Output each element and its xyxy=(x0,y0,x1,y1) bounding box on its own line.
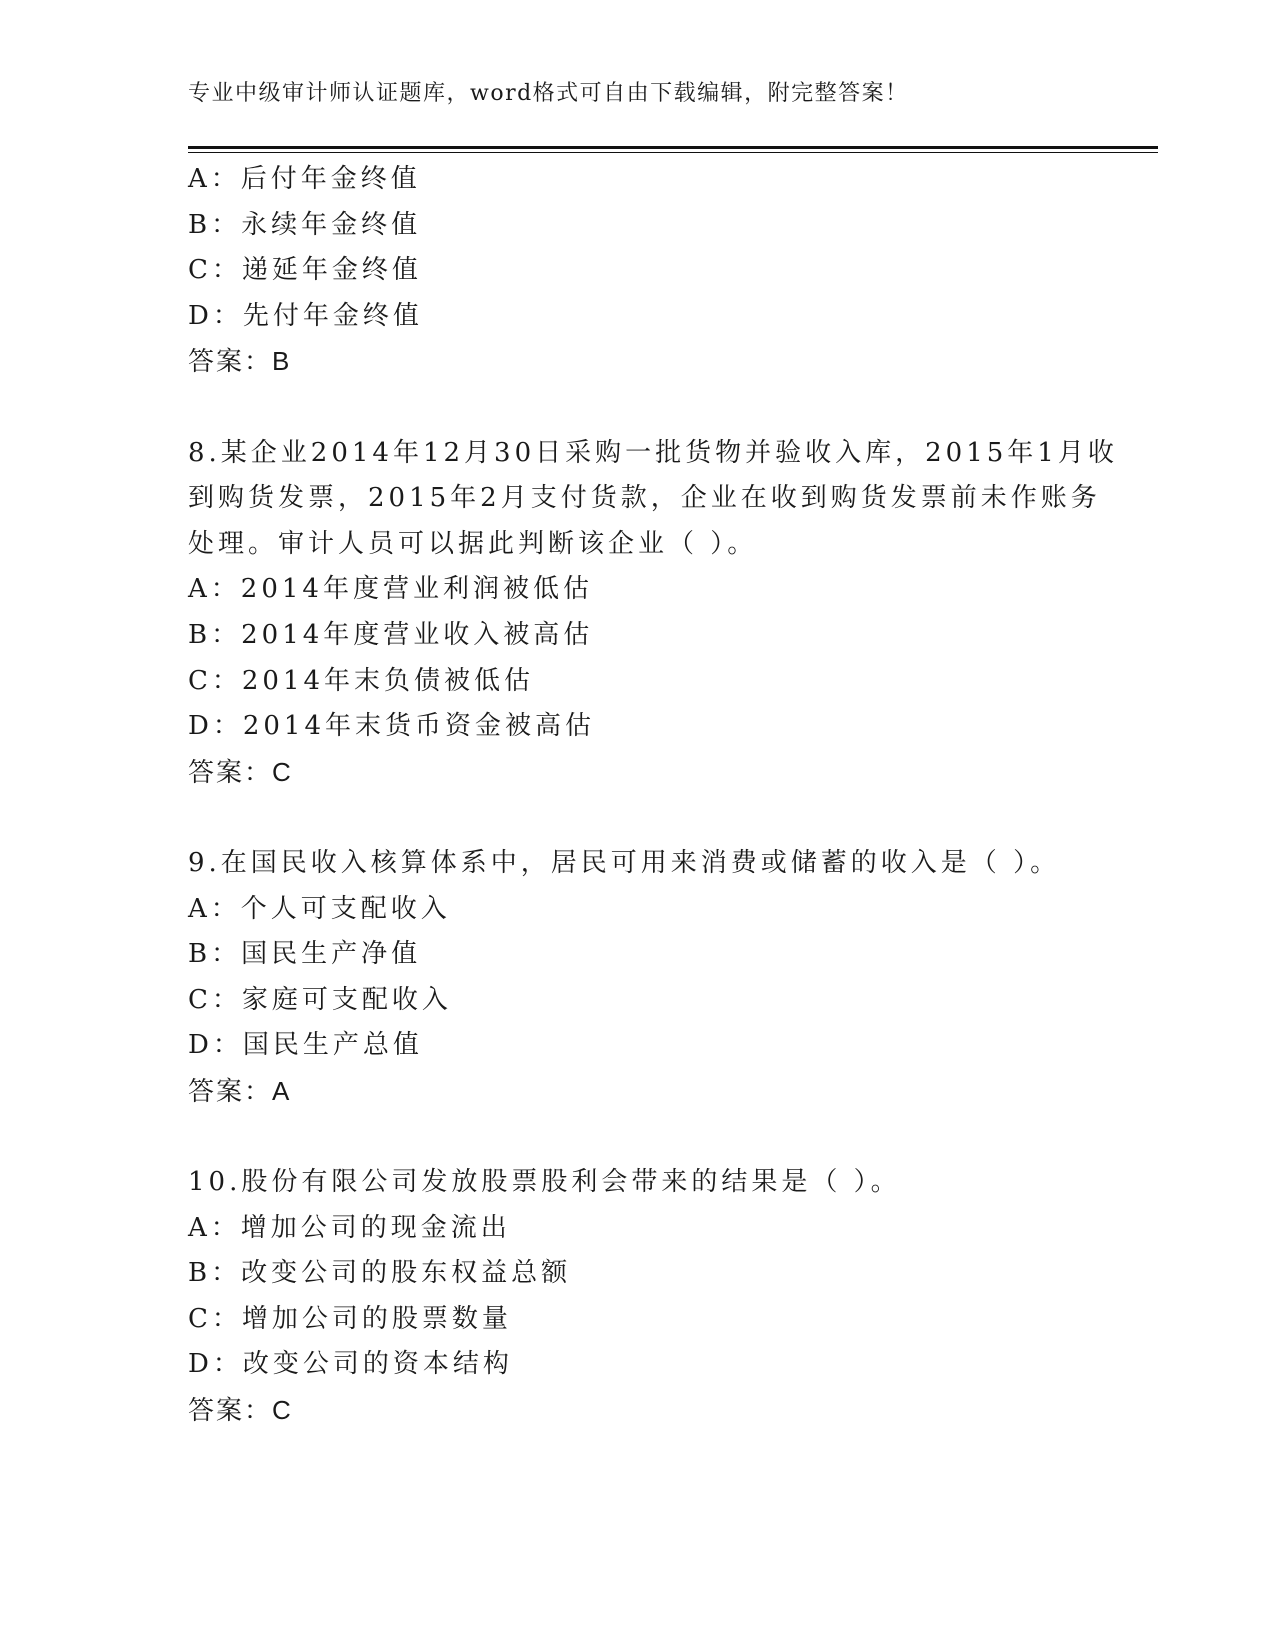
question-content xyxy=(188,157,1128,1434)
question-10-option-a: A：增加公司的现金流出 xyxy=(188,1212,511,1243)
question-9-option-d: D：国民生产总值 xyxy=(188,1030,423,1061)
question-8-text-line-1: 8.某企业2014年12月30日采购一批货物并验收入库，2015年1月收 xyxy=(188,437,1118,468)
answer-line: 答案：B xyxy=(188,346,292,377)
question-8-option-d: D：2014年末货币资金被高估 xyxy=(188,711,596,742)
header-rule-thin xyxy=(188,152,1158,153)
question-8-option-b: B：2014年度营业收入被高估 xyxy=(188,619,594,650)
question-8-option-c: C：2014年末负债被低估 xyxy=(188,665,535,696)
question-8-option-a: A：2014年度营业利润被低估 xyxy=(188,574,593,605)
option-a: A：后付年金终值 xyxy=(188,164,421,194)
spacer xyxy=(188,795,1128,841)
question-10-answer: 答案：C xyxy=(188,1395,293,1426)
question-10-option-c: C：增加公司的股票数量 xyxy=(188,1303,512,1334)
spacer xyxy=(188,385,1128,431)
option-d: D：先付年金终值 xyxy=(188,300,423,331)
option-b: B：永续年金终值 xyxy=(188,209,422,240)
question-9-text: 9.在国民收入核算体系中，居民可用来消费或储蓄的收入是（ ）。 xyxy=(188,847,1061,878)
question-10-option-b: B：改变公司的股东权益总额 xyxy=(188,1258,572,1289)
header-rule-thick xyxy=(188,146,1158,149)
question-9-answer: 答案：A xyxy=(188,1075,292,1106)
question-9-option-a: A：个人可支配收入 xyxy=(188,893,451,924)
question-9-option-c: C：家庭可支配收入 xyxy=(188,984,452,1015)
question-9-option-b: B：国民生产净值 xyxy=(188,939,422,970)
option-c: C：递延年金终值 xyxy=(188,255,422,286)
spacer xyxy=(188,1114,1128,1160)
question-8-text-line-2: 到购货发票，2015年2月支付货款，企业在收到购货发票前未作账务 xyxy=(188,483,1101,514)
question-10-text: 10.股份有限公司发放股票股利会带来的结果是（ ）。 xyxy=(188,1167,901,1198)
page-header: 专业中级审计师认证题库，word格式可自由下载编辑，附完整答案！ xyxy=(188,81,909,106)
question-10-option-d: D：改变公司的资本结构 xyxy=(188,1349,513,1380)
question-8-text-line-3: 处理。审计人员可以据此判断该企业（ ）。 xyxy=(188,528,758,559)
question-8-answer: 答案：C xyxy=(188,756,293,787)
